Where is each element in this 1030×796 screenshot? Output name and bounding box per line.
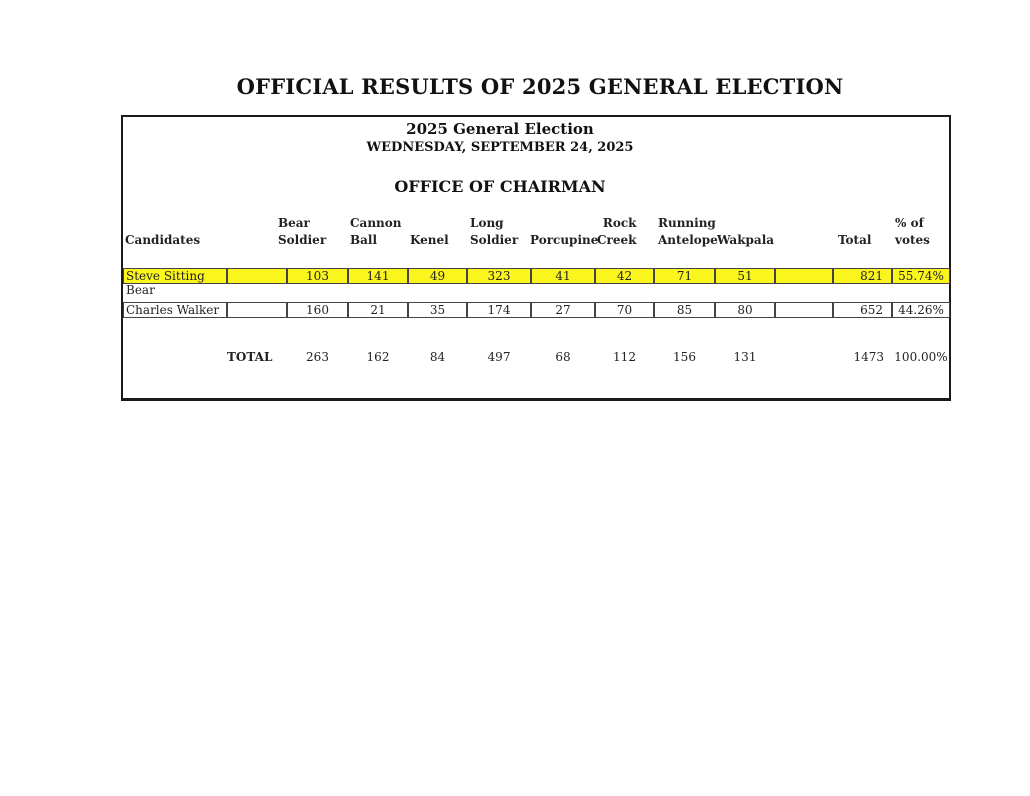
document-title: OFFICIAL RESULTS OF 2025 GENERAL ELECTION	[236, 74, 844, 99]
total-cannon-ball: 162	[366, 350, 390, 364]
total-running-antelope: 156	[673, 350, 696, 364]
vote-count-cannon-ball: 21	[348, 302, 408, 318]
header-candidates: Candidates	[125, 233, 201, 247]
header-long-soldier-line2: Soldier	[470, 233, 519, 247]
vote-percentage: 55.74%	[892, 268, 950, 284]
vote-count-porcupine: 41	[531, 268, 595, 284]
header-pct-votes	[895, 215, 930, 249]
row-spacer-cell	[775, 302, 833, 318]
header-running-antelope-line2: Antelope	[658, 233, 718, 247]
election-date: WEDNESDAY, SEPTEMBER 24, 2025	[366, 140, 634, 155]
vote-total: 652	[833, 302, 892, 318]
election-name: 2025 General Election	[406, 120, 594, 138]
total-long-soldier: 497	[487, 350, 511, 364]
header-rock-creek	[597, 215, 636, 249]
vote-count-running-antelope: 71	[654, 268, 715, 284]
vote-count-bear-soldier: 160	[287, 302, 348, 318]
vote-count-cannon-ball: 141	[348, 268, 408, 284]
total-kenel: 84	[429, 350, 446, 364]
row-spacer-cell	[227, 302, 287, 318]
header-long-soldier	[470, 215, 518, 249]
header-long-soldier-line1: Long	[470, 216, 504, 230]
header-pct-votes-line2: votes	[895, 233, 930, 247]
header-bear-soldier-line2: Soldier	[278, 233, 327, 247]
grand-total: 1473	[853, 350, 884, 364]
header-rock-creek-line1: Rock	[602, 216, 637, 230]
vote-count-wakpala: 80	[715, 302, 775, 318]
total-bear-soldier: 263	[306, 350, 329, 364]
vote-count-running-antelope: 85	[654, 302, 715, 318]
vote-count-rock-creek: 42	[595, 268, 654, 284]
header-bear-soldier	[278, 215, 326, 249]
header-bear-soldier-line1: Bear	[278, 216, 310, 230]
header-kenel: Kenel	[410, 233, 449, 247]
vote-percentage: 44.26%	[892, 302, 950, 318]
results-table-box	[121, 115, 951, 401]
header-wakpala: Wakpala	[717, 233, 775, 247]
vote-count-long-soldier: 174	[467, 302, 531, 318]
vote-count-wakpala: 51	[715, 268, 775, 284]
header-cannon-ball	[350, 215, 402, 249]
header-running-antelope	[658, 215, 718, 249]
header-total: Total	[838, 233, 872, 247]
header-cannon-ball-line2: Ball	[350, 233, 378, 247]
vote-total: 821	[833, 268, 892, 284]
vote-count-porcupine: 27	[531, 302, 595, 318]
office-title: OFFICE OF CHAIRMAN	[394, 177, 606, 196]
header-porcupine: Porcupine	[530, 233, 599, 247]
vote-count-long-soldier: 323	[467, 268, 531, 284]
vote-count-rock-creek: 70	[595, 302, 654, 318]
row-spacer-cell	[775, 268, 833, 284]
vote-count-bear-soldier: 103	[287, 268, 348, 284]
candidate-name: Steve Sitting Bear	[123, 268, 227, 284]
total-percentage: 100.00%	[894, 350, 948, 364]
totals-label: TOTAL	[227, 350, 273, 364]
header-cannon-ball-line1: Cannon	[350, 216, 402, 230]
header-pct-votes-line1: % of	[895, 216, 924, 230]
total-porcupine: 68	[555, 350, 571, 364]
vote-count-kenel: 35	[408, 302, 467, 318]
total-rock-creek: 112	[613, 350, 636, 364]
candidate-name: Charles Walker	[123, 302, 227, 318]
header-running-antelope-line1: Running	[658, 216, 716, 230]
total-wakpala: 131	[733, 350, 757, 364]
header-rock-creek-line2: Creek	[597, 233, 637, 247]
row-spacer-cell	[227, 268, 287, 284]
vote-count-kenel: 49	[408, 268, 467, 284]
